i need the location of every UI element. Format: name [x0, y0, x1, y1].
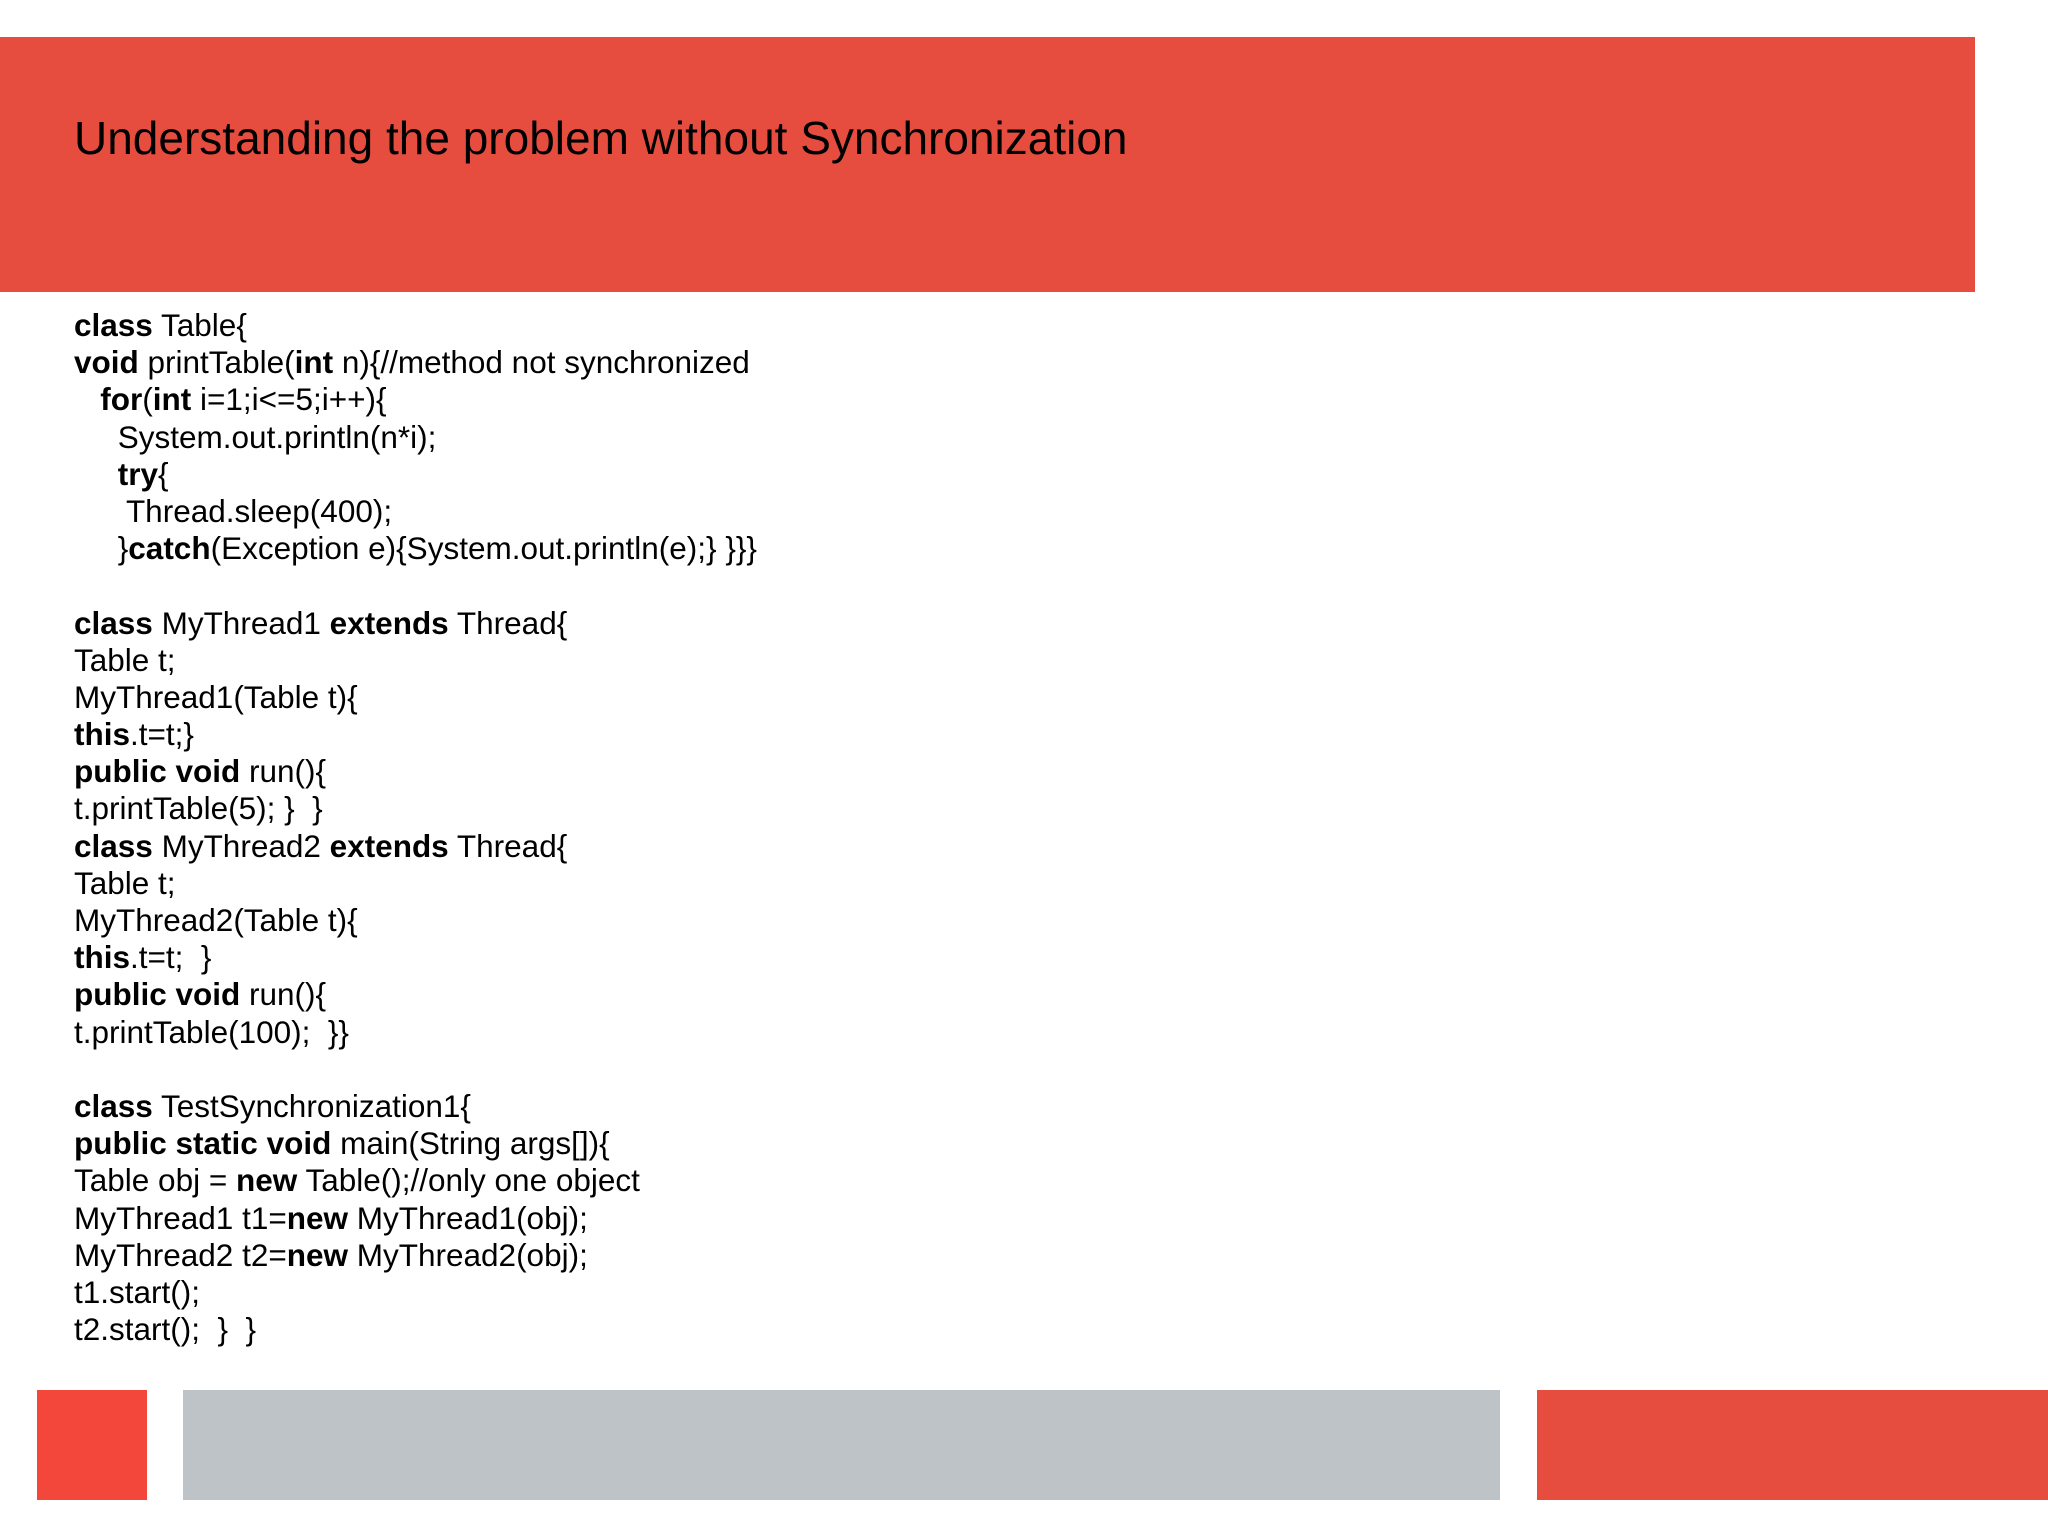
code-text: .t=t; }	[130, 939, 212, 976]
code-block	[74, 307, 1274, 1348]
code-line	[74, 307, 1274, 344]
code-line	[74, 456, 1274, 493]
code-line	[74, 1274, 1274, 1311]
code-text: .t=t;}	[130, 716, 194, 753]
code-line	[74, 679, 1274, 716]
code-keyword: class	[74, 827, 153, 864]
footer-accent-square	[37, 1390, 147, 1500]
code-keyword: this	[74, 716, 131, 753]
slide-title: Understanding the problem without Synchronization	[74, 112, 1128, 164]
code-line	[74, 1014, 1274, 1051]
code-keyword: class	[74, 604, 153, 641]
code-line	[74, 1162, 1274, 1199]
code-text: MyThread1(Table t){	[74, 678, 358, 715]
code-keyword: this	[74, 939, 131, 976]
code-text: t1.start();	[74, 1273, 201, 1310]
code-text: t.printTable(100); }}	[74, 1013, 349, 1050]
code-line	[74, 344, 1274, 381]
code-text: main(String args[]){	[331, 1125, 610, 1162]
code-keyword: int	[294, 344, 334, 381]
code-text: MyThread1	[152, 604, 330, 641]
code-line	[74, 828, 1274, 865]
code-keyword: class	[74, 307, 153, 343]
code-keyword: public	[74, 1125, 167, 1162]
code-text: Table t;	[74, 864, 176, 901]
code-text: {	[158, 455, 169, 492]
code-text: t2.start(); } }	[74, 1311, 257, 1348]
code-line	[74, 790, 1274, 827]
code-line	[74, 976, 1274, 1013]
code-line	[74, 567, 1274, 604]
code-keyword: new	[286, 1236, 348, 1273]
code-line	[74, 865, 1274, 902]
code-text: Table t;	[74, 641, 176, 678]
code-text: n){//method not synchronized	[333, 344, 750, 381]
code-keyword: try	[117, 455, 159, 492]
code-text: i=1;i<=5;i++){	[191, 381, 387, 418]
code-text: run(){	[240, 753, 327, 790]
code-keyword: int	[152, 381, 192, 418]
code-text: t.printTable(5); } }	[74, 790, 323, 827]
code-line	[74, 419, 1274, 456]
code-keyword: for	[100, 381, 143, 418]
code-text: MyThread1(obj);	[348, 1199, 588, 1236]
code-text	[167, 753, 176, 789]
code-line	[74, 1200, 1274, 1237]
code-text: Thread{	[448, 827, 568, 864]
code-keyword: void	[74, 344, 139, 381]
code-keyword: void	[175, 753, 241, 790]
code-keyword: void	[175, 976, 241, 1013]
code-keyword: public	[74, 976, 167, 1013]
code-line	[74, 1125, 1274, 1162]
code-text: Table{	[152, 307, 247, 343]
code-keyword: new	[236, 1162, 298, 1199]
code-text: run(){	[240, 976, 327, 1013]
code-text: MyThread1 t1=	[74, 1199, 287, 1236]
code-text: Table obj =	[74, 1162, 236, 1199]
code-text: Thread.sleep(400);	[74, 492, 393, 529]
code-text	[74, 381, 100, 417]
code-text: }	[74, 530, 129, 567]
code-keyword: static	[175, 1125, 258, 1162]
code-line	[74, 530, 1274, 567]
code-line	[74, 1237, 1274, 1274]
code-text: Table();//only one object	[297, 1162, 640, 1199]
code-text: MyThread2 t2=	[74, 1236, 287, 1273]
code-line	[74, 381, 1274, 418]
code-keyword: catch	[128, 530, 211, 567]
code-line	[74, 939, 1274, 976]
code-text: System.out.println(n*i);	[74, 418, 437, 455]
code-text	[167, 1125, 176, 1161]
code-line	[74, 1311, 1274, 1348]
code-keyword: void	[266, 1125, 332, 1162]
code-line	[74, 1051, 1274, 1088]
code-line	[74, 753, 1274, 790]
code-keyword: new	[286, 1199, 348, 1236]
code-text	[167, 976, 176, 1012]
code-text	[74, 456, 118, 492]
code-line	[74, 605, 1274, 642]
code-line	[74, 493, 1274, 530]
footer-grey-bar	[183, 1390, 1500, 1500]
code-keyword: public	[74, 753, 167, 790]
code-text: Thread{	[448, 604, 568, 641]
footer-red-bar	[1537, 1390, 2048, 1500]
code-text: MyThread2(Table t){	[74, 902, 358, 938]
code-keyword: extends	[329, 827, 449, 864]
code-text: TestSynchronization1{	[152, 1087, 471, 1124]
code-keyword: class	[74, 1087, 153, 1124]
code-text: MyThread2(obj);	[348, 1236, 588, 1273]
code-text: printTable(	[138, 344, 295, 381]
code-line	[74, 1088, 1274, 1125]
code-line	[74, 716, 1274, 753]
code-text	[258, 1125, 267, 1161]
code-text: (	[142, 381, 153, 418]
code-text: (Exception e){System.out.println(e);} }}}	[210, 530, 757, 567]
code-text: MyThread2	[152, 827, 330, 864]
code-line	[74, 902, 1274, 939]
code-line	[74, 642, 1274, 679]
code-keyword: extends	[329, 604, 449, 641]
